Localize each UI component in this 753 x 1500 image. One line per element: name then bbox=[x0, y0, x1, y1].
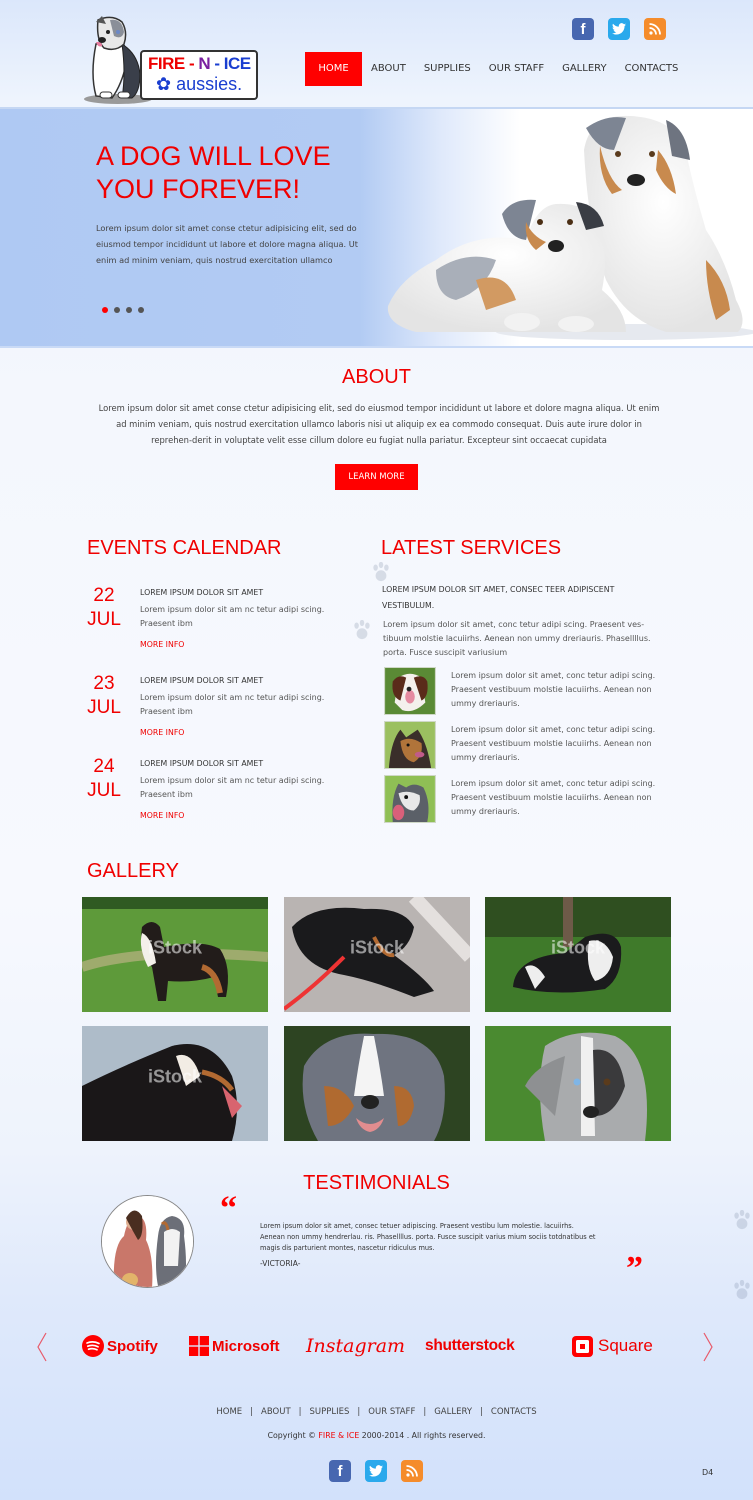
partner-logo-spotify[interactable]: Spotify bbox=[82, 1333, 158, 1359]
close-quote-icon: ” bbox=[626, 1250, 643, 1287]
event-title: LOREM IPSUM DOLOR SIT AMET bbox=[140, 759, 264, 768]
testimonial-avatar bbox=[101, 1195, 194, 1288]
services-intro: Lorem ipsum dolor sit amet, conc tetur adipi scing. Praesent ves-tibuum molstie lacuiirhs. Aenean non ummy dreriauris. Phasellllus. porta. Fusce suscipit variusium bbox=[383, 620, 651, 657]
nav-contacts[interactable]: CONTACTS bbox=[624, 63, 679, 74]
partner-logo-square[interactable]: Square bbox=[572, 1333, 653, 1359]
slide-dot-1[interactable] bbox=[102, 307, 108, 313]
testimonials-heading: TESTIMONIALS bbox=[303, 1172, 450, 1194]
istock-watermark: iStock bbox=[147, 937, 203, 958]
hero-description: Lorem ipsum dolor sit amet conse ctetur adipisicing elit, sed do eiusmod tempor incididunt ut labore et dolore magna aliqua. Ut enim ad minim veniam, quis nostrud exercitation ullamco bbox=[96, 223, 358, 265]
nav-supplies[interactable]: SUPPLIES bbox=[423, 63, 471, 74]
twitter-icon[interactable] bbox=[365, 1460, 387, 1482]
event-more-info-link[interactable]: MORE INFO bbox=[140, 728, 185, 737]
events-heading: EVENTS CALENDAR bbox=[87, 537, 282, 559]
slide-dot-2[interactable] bbox=[114, 307, 120, 313]
istock-watermark: iStock bbox=[550, 937, 606, 958]
open-quote-icon: “ bbox=[220, 1190, 237, 1227]
gallery-heading: GALLERY bbox=[87, 860, 179, 882]
event-date: 22 JUL bbox=[87, 585, 121, 630]
event-description: Lorem ipsum dolor sit am nc tetur adipi scing. Praesent ibm bbox=[140, 693, 325, 716]
carousel-prev-icon[interactable] bbox=[36, 1332, 48, 1362]
gallery-image-2[interactable] bbox=[284, 897, 470, 1012]
services-subheading: LOREM IPSUM DOLOR SIT AMET, CONSEC TEER ADIPISCENT VESTIBULUM. bbox=[382, 585, 615, 610]
istock-watermark: iStock bbox=[147, 1066, 203, 1087]
paw-print-decoration bbox=[733, 1280, 751, 1302]
slide-dot-4[interactable] bbox=[138, 307, 144, 313]
slide-dot-3[interactable] bbox=[126, 307, 132, 313]
rss-icon[interactable] bbox=[644, 18, 666, 40]
istock-watermark: iStock bbox=[349, 937, 405, 958]
service-item bbox=[384, 667, 664, 715]
gallery-image-5[interactable] bbox=[284, 1026, 470, 1141]
social-links-header bbox=[572, 18, 666, 40]
about-text: Lorem ipsum dolor sit amet conse ctetur adipisicing elit, sed do eiusmod tempor incididunt ut labore et dolore magna aliqua. Ut enim ad minim veniam, quis nostrud exercitation ullamco laboris nisi ut aliquip ex ea commodo consequat. Duis aute irure dolor in reprehen-derit in voluptate velit esse cillum dolore eu fugiat nulla pariatur. Excepteur sint occaecat cupidata bbox=[98, 403, 660, 445]
gallery-image-3[interactable] bbox=[485, 897, 671, 1012]
service-description: Lorem ipsum dolor sit amet, conc tetur adipi scing. Praesent vestibuum molstie lacuiirhs. Aenean non ummy dreriauris. bbox=[451, 725, 656, 762]
paw-print-decoration bbox=[372, 562, 390, 584]
partner-logo-shutterstock[interactable]: shutterstock bbox=[425, 1337, 515, 1354]
event-date: 24 JUL bbox=[87, 756, 121, 801]
social-links-footer bbox=[329, 1460, 423, 1482]
nav-about[interactable]: ABOUT bbox=[371, 63, 406, 74]
footer-link-supplies[interactable]: SUPPLIES bbox=[309, 1407, 350, 1417]
footer-link-home[interactable]: HOME bbox=[216, 1407, 243, 1417]
event-more-info-link[interactable]: MORE INFO bbox=[140, 811, 185, 820]
service-description: Lorem ipsum dolor sit amet, conc tetur adipi scing. Praesent vestibuum molstie lacuiirhs. Aenean non ummy dreriauris. bbox=[451, 671, 656, 708]
service-description: Lorem ipsum dolor sit amet, conc tetur adipi scing. Praesent vestibuum molstie lacuiirhs. Aenean non ummy dreriauris. bbox=[451, 779, 656, 816]
event-title: LOREM IPSUM DOLOR SIT AMET bbox=[140, 588, 264, 597]
spaniel-thumbnail[interactable] bbox=[384, 667, 436, 715]
hero-title: A DOG WILL LOVE YOU FOREVER! bbox=[96, 141, 331, 204]
paw-print-decoration bbox=[733, 1210, 751, 1232]
partner-logo-instagram[interactable]: Instagram bbox=[306, 1335, 406, 1357]
carousel-next-icon[interactable] bbox=[702, 1332, 714, 1362]
footer-nav: HOME | ABOUT | SUPPLIES | OUR STAFF | GALLERY | CONTACTS bbox=[216, 1407, 537, 1417]
nav-our-staff[interactable]: OUR STAFF bbox=[488, 63, 545, 74]
site-logo[interactable] bbox=[82, 14, 262, 104]
services-heading: LATEST SERVICES bbox=[381, 537, 562, 559]
event-title: LOREM IPSUM DOLOR SIT AMET bbox=[140, 676, 264, 685]
logo-wordmark: FIRE - N - ICE ✿ aussies. bbox=[140, 50, 258, 100]
copyright-text: Copyright © FIRE & ICE 2000-2014 . All rights reserved. bbox=[267, 1431, 486, 1440]
gallery-image-4[interactable] bbox=[82, 1026, 268, 1141]
event-description: Lorem ipsum dolor sit am nc tetur adipi scing. Praesent ibm bbox=[140, 605, 325, 628]
footer-link-our-staff[interactable]: OUR STAFF bbox=[368, 1407, 416, 1417]
page-id-label: D4 bbox=[702, 1468, 714, 1477]
paw-icon: ✿ bbox=[156, 74, 177, 94]
event-more-info-link[interactable]: MORE INFO bbox=[140, 640, 185, 649]
facebook-icon[interactable]: f bbox=[329, 1460, 351, 1482]
footer-link-gallery[interactable]: GALLERY bbox=[434, 1407, 473, 1417]
event-description: Lorem ipsum dolor sit am nc tetur adipi scing. Praesent ibm bbox=[140, 776, 325, 799]
spotify-icon bbox=[82, 1335, 104, 1357]
twitter-icon[interactable] bbox=[608, 18, 630, 40]
event-date: 23 JUL bbox=[87, 673, 121, 718]
microsoft-icon bbox=[189, 1336, 209, 1356]
facebook-icon[interactable]: f bbox=[572, 18, 594, 40]
nav-home[interactable]: HOME bbox=[305, 52, 362, 86]
learn-more-button[interactable]: LEARN MORE bbox=[335, 464, 418, 490]
partner-logo-microsoft[interactable]: Microsoft bbox=[189, 1333, 280, 1359]
service-item bbox=[384, 775, 664, 823]
hero-dogs-image bbox=[376, 110, 753, 346]
footer-link-contacts[interactable]: CONTACTS bbox=[490, 1407, 537, 1417]
nav-gallery[interactable]: GALLERY bbox=[562, 63, 607, 74]
rss-icon[interactable] bbox=[401, 1460, 423, 1482]
service-item bbox=[384, 721, 664, 769]
gallery-image-1[interactable] bbox=[82, 897, 268, 1012]
testimonial-author: -VICTORIA- bbox=[260, 1259, 301, 1268]
gallery-image-6[interactable] bbox=[485, 1026, 671, 1141]
slider-pagination bbox=[102, 307, 144, 313]
main-nav bbox=[305, 52, 686, 86]
square-icon bbox=[572, 1336, 593, 1357]
aussie-thumbnail[interactable] bbox=[384, 775, 436, 823]
paw-print-decoration bbox=[353, 620, 371, 642]
sheltie-thumbnail[interactable] bbox=[384, 721, 436, 769]
testimonial-text: Lorem ipsum dolor sit amet, consec tetuer adipiscing. Praesent vestibu lum molestie. lacuiirhs. Aenean non ummy hendrerlau. ris. Phasellllus. porta. Fusce suscipit varius mium sociis totdnatibus et magis dis parturient montes, nascetur ridiculus mus. bbox=[260, 1222, 596, 1252]
about-heading: ABOUT bbox=[342, 366, 411, 388]
footer-link-about[interactable]: ABOUT bbox=[261, 1407, 291, 1417]
